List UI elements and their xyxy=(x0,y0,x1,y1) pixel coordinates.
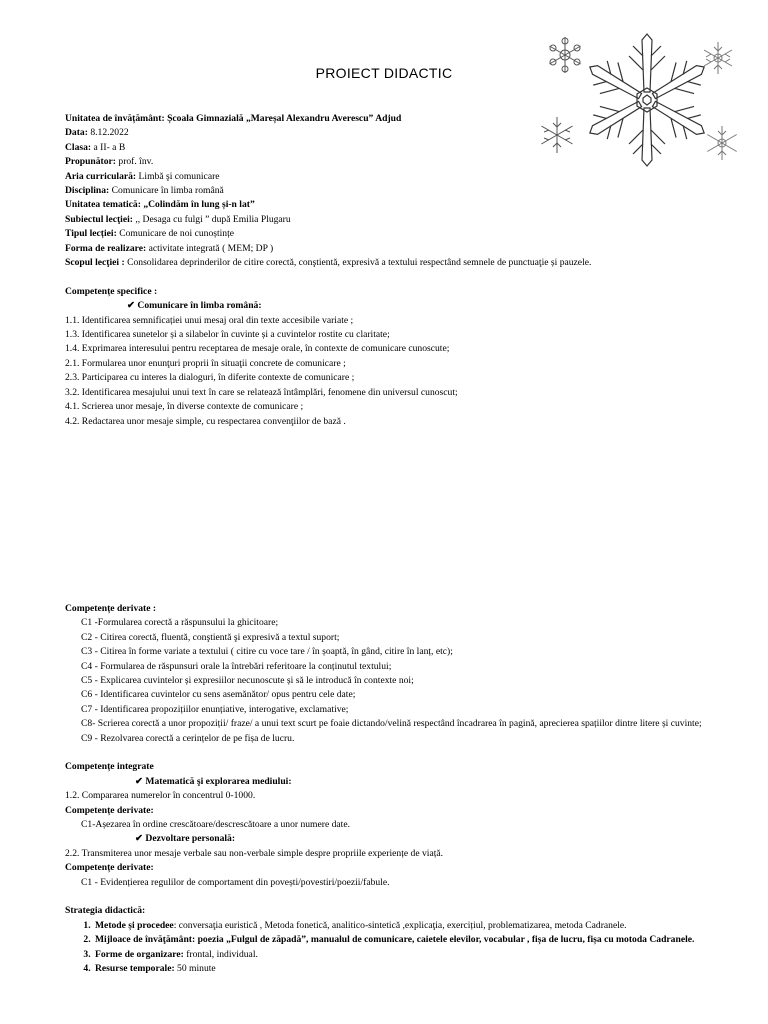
derived-subheading: Competențe derivate: xyxy=(65,804,154,816)
list-item: C1-Așezarea în ordine crescătoare/descrescătoare a unor numere date. xyxy=(81,819,351,830)
strategy-item: 3. Forme de organizare: frontal, individual. xyxy=(93,948,715,962)
document-title: PROIECT DIDACTIC xyxy=(315,65,453,81)
header-line: Unitatea de învățământ: Școala Gimnazială „Mareșal Alexandru Averescu” Adjud xyxy=(65,113,402,124)
list-item: C6 - Identificarea cuvintelor cu sens asemănător/ opus pentru cele date; xyxy=(81,689,356,701)
header-line: Scopul lecţiei : Consolidarea deprinderilor de citire corectă, conştientă, expresivă a textului respectând semnele de punctuaţie și pauzele. xyxy=(65,257,592,269)
header-line: Aria curriculară: Limbă şi comunicare xyxy=(65,170,220,182)
list-item: 1.1. Identificarea semnificației unui mesaj oral din texte accesibile variate ; xyxy=(65,314,354,326)
list-item: C5 - Explicarea cuvintelor și expresiilor necunoscute și să le introducă în contexte noi; xyxy=(81,674,414,686)
list-item: 1.2. Compararea numerelor în concentrul 0-1000. xyxy=(65,790,256,802)
header-line: Data: 8.12.2022 xyxy=(65,127,129,139)
header-line: Forma de realizare: activitate integrată ( MEM; DP ) xyxy=(65,242,274,254)
math-subject: ✔ Matematică şi explorarea mediului: xyxy=(135,775,292,787)
specific-subject: ✔ Comunicare în limba română: xyxy=(127,300,262,312)
strategy-item: 2. Mijloace de învăţământ: poezia „Fulgul de zăpadă”, manualul de comunicare, caietele elevilor, vocabular , fișa de lucru, fișa cu motoda Cadranele. xyxy=(93,933,715,947)
list-item: C3 - Citirea în forme variate a textului ( citire cu voce tare / în șoaptă, în gând, citire în lanț, etc); xyxy=(81,646,453,658)
header-line: Clasa: a II- a B xyxy=(65,141,126,153)
list-item: 4.1. Scrierea unor mesaje, în diverse contexte de comunicare ; xyxy=(65,401,304,413)
document-body xyxy=(65,112,715,976)
list-item: C1 -Formularea corectă a răspunsului la ghicitoare; xyxy=(81,617,279,629)
list-item: 2.2. Transmiterea unor mesaje verbale sau non-verbale simple despre propriile experiențe de viață. xyxy=(65,847,444,859)
list-item: C1 - Evidențierea regulilor de comportament din povești/povestiri/poezii/fabule. xyxy=(81,876,390,888)
small-snowflake-icon xyxy=(704,42,732,74)
list-item: 2.3. Participarea cu interes la dialoguri, în diferite contexte de comunicare ; xyxy=(65,372,355,384)
list-item: 1.4. Exprimarea interesului pentru receptarea de mesaje orale, în contexte de comunicare cunoscute; xyxy=(65,343,450,355)
header-line: Propunător: prof. înv. xyxy=(65,156,154,168)
header-line: Tipul lecției: Comunicare de noi cunoștințe xyxy=(65,228,235,240)
header-line: Subiectul lecţiei: ,, Desaga cu fulgi ” după Emilia Plugaru xyxy=(65,213,291,225)
integrated-heading: Competențe integrate xyxy=(65,761,154,773)
derived-subheading: Competențe derivate: xyxy=(65,862,154,874)
small-snowflake-icon xyxy=(549,37,580,73)
list-item: 1.3. Identificarea sunetelor și a silabelor în cuvinte și a cuvintelor rostite cu claritate; xyxy=(65,329,390,341)
header-line: Unitatea tematică: „Colindăm în lung și-n lat” xyxy=(65,199,255,211)
dp-subject: ✔ Dezvoltare personală: xyxy=(135,833,236,845)
list-item: 4.2. Redactarea unor mesaje simple, cu respectarea convenţiilor de bază . xyxy=(65,415,346,427)
strategy-heading: Strategia didactică: xyxy=(65,905,146,917)
derived-heading: Competențe derivate : xyxy=(65,602,157,614)
list-item: C2 - Citirea corectă, fluentă, conştientă şi expresivă a textul suport; xyxy=(81,631,340,643)
specific-heading: Competențe specifice : xyxy=(65,285,158,297)
strategy-list xyxy=(65,919,715,977)
list-item: C9 - Rezolvarea corectă a cerințelor de pe fișa de lucru. xyxy=(81,732,295,744)
list-item: 3.2. Identificarea mesajului unui text în care se relatează întâmplări, fenomene din universul cunoscut; xyxy=(65,386,458,398)
list-item: C4 - Formularea de răspunsuri orale la întrebări referitoare la conținutul textului; xyxy=(81,660,392,672)
strategy-item: 4. Resurse temporale: 50 minute xyxy=(93,962,715,976)
list-item: 2.1. Formularea unor enunţuri proprii în situaţii concrete de comunicare ; xyxy=(65,357,346,369)
list-item: C7 - Identificarea propozițiilor enunțiative, interogative, exclamative; xyxy=(81,703,349,715)
header-line: Disciplina: Comunicare în limba română xyxy=(65,185,224,197)
list-item: C8- Scrierea corectă a unor propoziții/ fraze/ a unui text scurt pe foaie dictando/velină respectând încadrarea în pagină, aprecierea spațiilor dintre litere și cuvinte; xyxy=(81,718,702,730)
strategy-item: 1. Metode și procedee: conversaţia euristică , Metoda fonetică, analitico-sintetică ,explicaţia, exercițiul, problematizarea, metoda Cadranele. xyxy=(93,919,715,933)
